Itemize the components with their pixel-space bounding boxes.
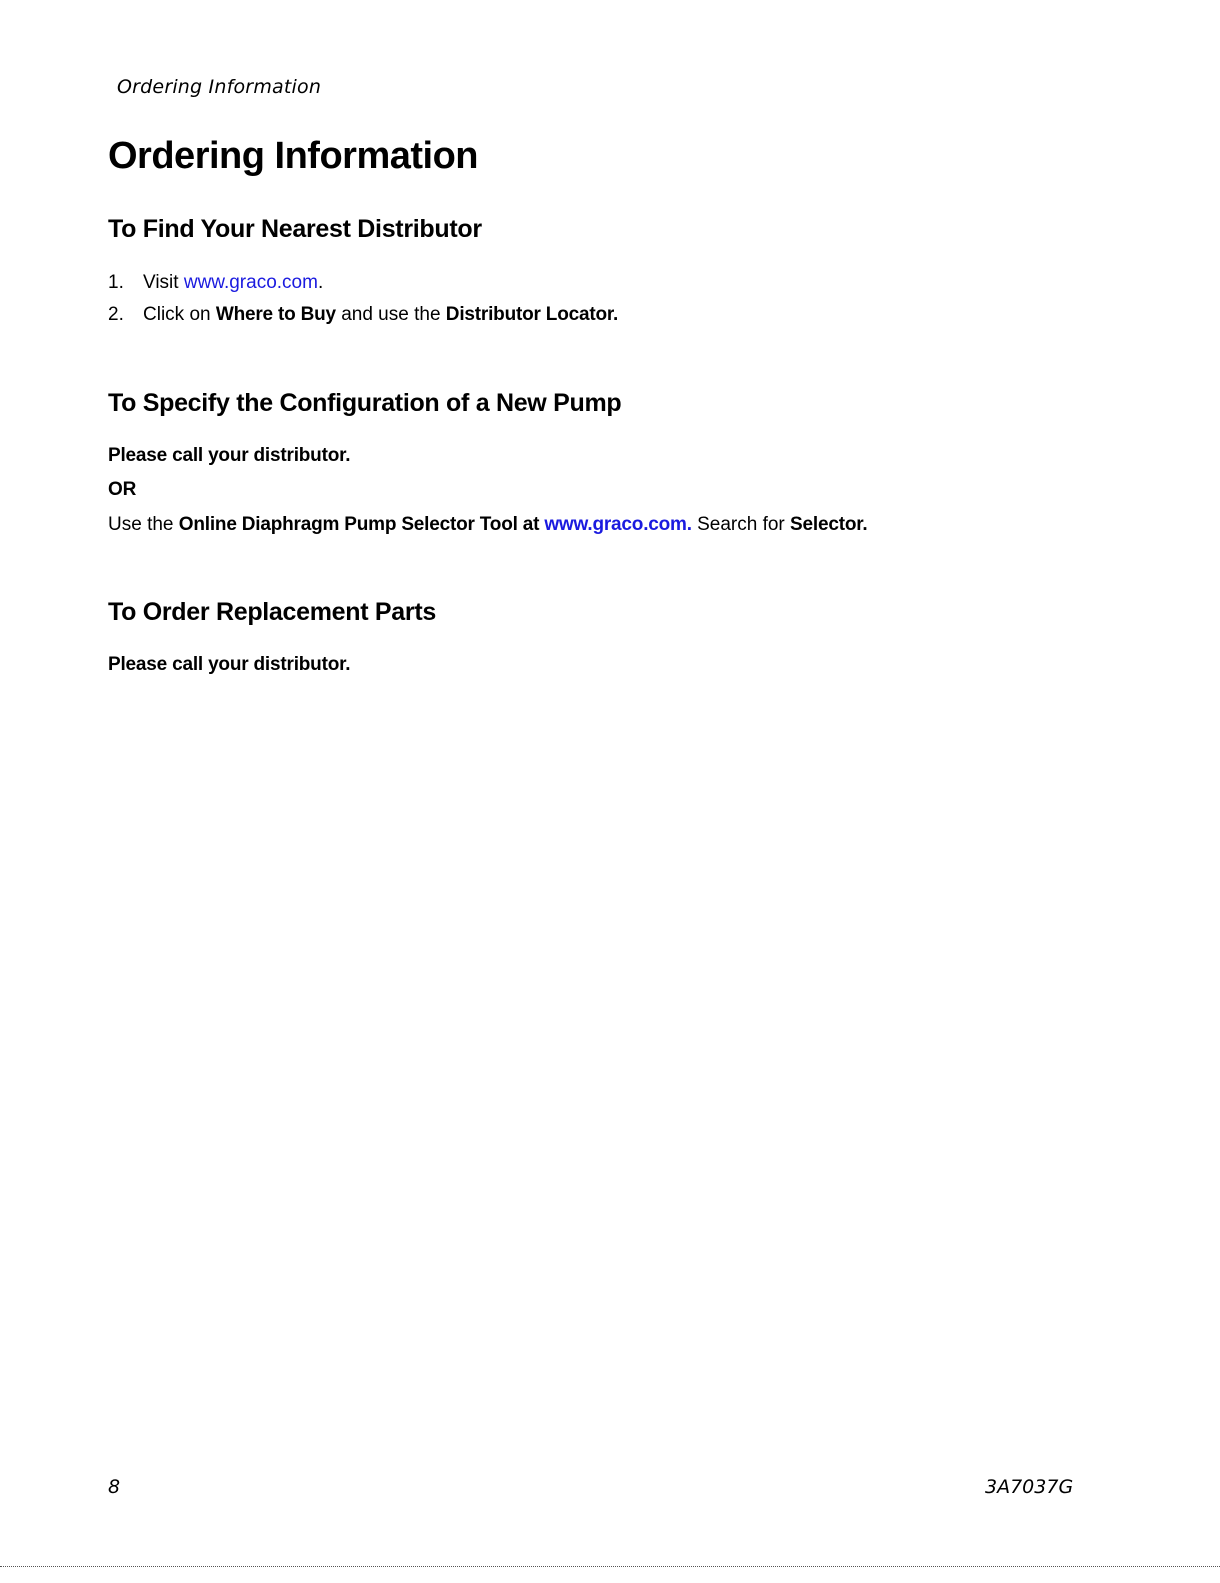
or-text (108, 479, 136, 501)
where-to-buy-label: Where to Buy (215, 304, 336, 325)
selector-prefix: Use the (108, 514, 179, 535)
call-distributor-text-2 (108, 654, 350, 676)
step-2-middle: and use the (335, 304, 446, 325)
or-bold: OR (108, 479, 137, 500)
step-2 (108, 304, 618, 326)
selector-tool-text (108, 514, 867, 536)
step-2-text: Click on (143, 304, 216, 325)
section-heading-replacement-parts: To Order Replacement Parts (108, 598, 436, 626)
step-1 (108, 272, 323, 294)
section-heading-specify-configuration: To Specify the Configuration of a New Pump (108, 389, 622, 417)
call-distributor-text (108, 445, 350, 467)
graco-link[interactable]: www.graco.com (183, 272, 318, 293)
step-1-number: 1. (108, 272, 124, 293)
section-heading-find-distributor: To Find Your Nearest Distributor (108, 215, 482, 243)
document-id: 3A7037G (985, 1476, 1074, 1498)
step-1-text: Visit (143, 272, 184, 293)
selector-middle: Search for (691, 514, 791, 535)
graco-link-2[interactable]: www.graco.com. (544, 514, 692, 535)
page-title: Ordering Information (108, 135, 478, 177)
step-2-number: 2. (108, 304, 124, 325)
selector-label: Selector. (790, 514, 868, 535)
call-distributor-bold-2: Please call your distributor. (108, 654, 351, 675)
footer-divider (0, 1566, 1220, 1567)
call-distributor-bold: Please call your distributor. (108, 445, 351, 466)
running-header: Ordering Information (117, 76, 322, 98)
page-number: 8 (108, 1476, 121, 1498)
selector-tool-label: Online Diaphragm Pump Selector Tool at (178, 514, 545, 535)
distributor-locator-label: Distributor Locator. (445, 304, 619, 325)
step-1-suffix: . (317, 272, 324, 293)
